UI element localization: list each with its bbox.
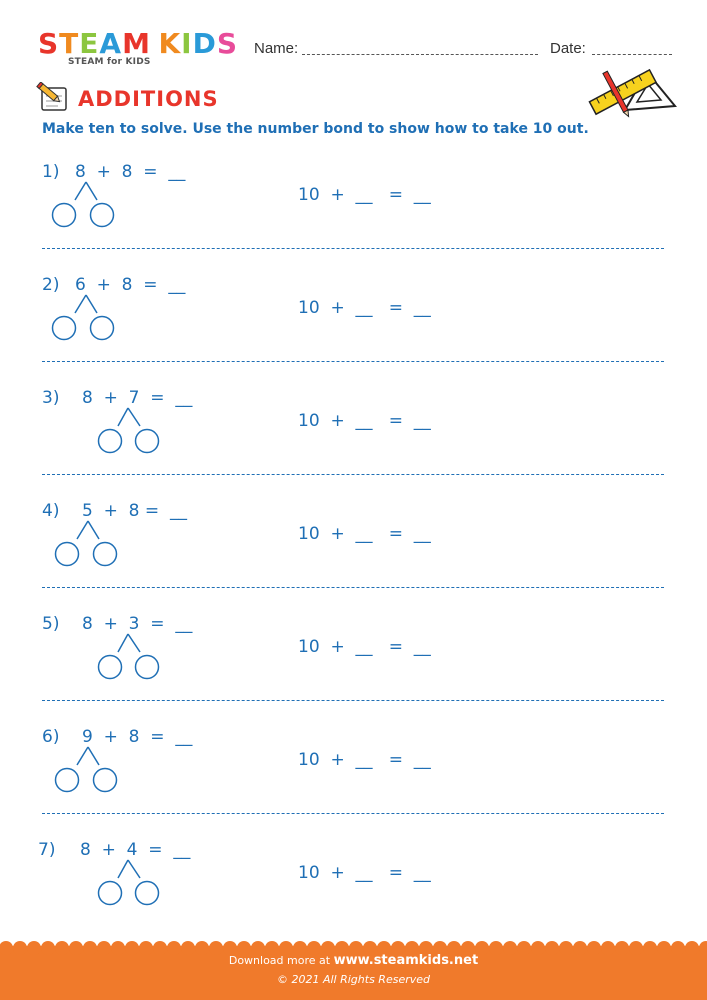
problem-4 (0, 489, 707, 602)
date-field[interactable] (592, 54, 672, 55)
bond-circle-right[interactable] (136, 882, 159, 905)
problem-equation: 8 + 7 = __ (82, 388, 193, 408)
bond-circle-right[interactable] (94, 769, 117, 792)
bond-circle-right[interactable] (136, 430, 159, 453)
divider (42, 248, 664, 249)
divider (42, 361, 664, 362)
problem-5 (0, 602, 707, 715)
footer-copyright: © 2021 All Rights Reserved (276, 973, 430, 986)
footer-website-link[interactable]: www.steamkids.net (333, 953, 479, 968)
problem-6 (0, 715, 707, 828)
logo-wordmark: S T E A M K I D S (38, 27, 238, 60)
make-ten-equation: 10 + __ = __ (298, 298, 431, 318)
bond-circle-left[interactable] (53, 204, 76, 227)
number-bond (52, 180, 122, 230)
number-bond (98, 858, 168, 908)
problem-1 (0, 150, 707, 263)
problem-number: 6) (42, 727, 60, 747)
steam-kids-logo (38, 27, 238, 70)
problem-equation: 8 + 8 = __ (75, 162, 186, 182)
name-field[interactable] (302, 54, 538, 55)
bond-circle-right[interactable] (136, 656, 159, 679)
worksheet-title: ADDITIONS (78, 87, 219, 111)
date-label: Date: (550, 40, 586, 57)
number-bond (98, 406, 168, 456)
make-ten-equation: 10 + __ = __ (298, 524, 431, 544)
problem-number: 4) (42, 501, 60, 521)
footer-band (0, 940, 707, 1000)
problem-equation: 8 + 4 = __ (80, 840, 191, 860)
problem-7 (0, 828, 707, 941)
problem-number: 3) (42, 388, 60, 408)
problem-number: 1) (42, 162, 60, 182)
number-bond (52, 293, 122, 343)
footer-download-prefix: Download more at (228, 954, 334, 967)
problem-number: 5) (42, 614, 60, 634)
divider (42, 474, 664, 475)
number-bond (55, 745, 125, 795)
divider (42, 587, 664, 588)
pencil-paper-icon (36, 82, 70, 114)
problem-equation: 8 + 3 = __ (82, 614, 193, 634)
problem-equation: 5 + 8 = __ (82, 501, 187, 521)
instructions: Make ten to solve. Use the number bond to show how to take 10 out. (42, 121, 589, 137)
make-ten-equation: 10 + __ = __ (298, 863, 431, 883)
footer-download (0, 953, 707, 968)
number-bond (55, 519, 125, 569)
bond-circle-left[interactable] (99, 656, 122, 679)
problem-3 (0, 376, 707, 489)
make-ten-equation: 10 + __ = __ (298, 750, 431, 770)
bond-circle-right[interactable] (91, 204, 114, 227)
bond-circle-right[interactable] (94, 543, 117, 566)
problem-number: 2) (42, 275, 60, 295)
name-label: Name: (254, 40, 299, 57)
bond-circle-left[interactable] (99, 882, 122, 905)
number-bond (98, 632, 168, 682)
bond-circle-left[interactable] (99, 430, 122, 453)
problem-equation: 6 + 8 = __ (75, 275, 186, 295)
divider (42, 813, 664, 814)
divider (42, 700, 664, 701)
logo-subtitle: STEAM for KIDS (68, 57, 151, 67)
make-ten-equation: 10 + __ = __ (298, 185, 431, 205)
ruler-set-square-icon (585, 62, 680, 122)
problem-2 (0, 263, 707, 376)
problem-equation: 9 + 8 = __ (82, 727, 193, 747)
bond-circle-left[interactable] (56, 769, 79, 792)
bond-circle-right[interactable] (91, 317, 114, 340)
make-ten-equation: 10 + __ = __ (298, 637, 431, 657)
bond-circle-left[interactable] (53, 317, 76, 340)
problem-number: 7) (38, 840, 56, 860)
make-ten-equation: 10 + __ = __ (298, 411, 431, 431)
bond-circle-left[interactable] (56, 543, 79, 566)
